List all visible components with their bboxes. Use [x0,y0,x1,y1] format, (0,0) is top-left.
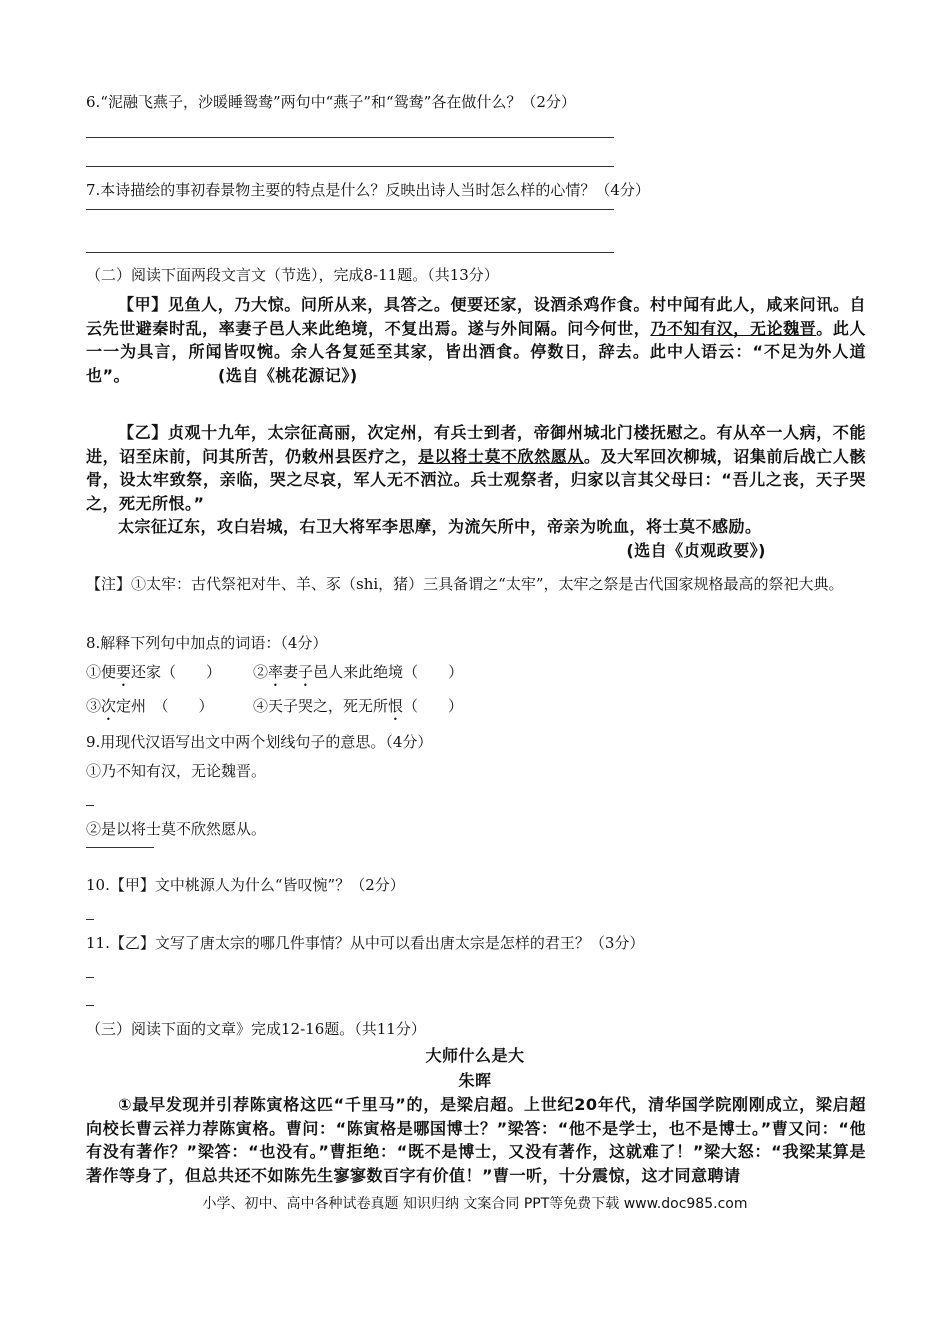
article-title: 大师什么是大 [425,1046,525,1065]
answer-line [86,209,614,210]
answer-line [86,137,614,138]
article-body [86,1093,866,1187]
item-text: ①便 [86,663,117,681]
dotted-word: 恨 [388,697,404,715]
question-8-item-1 [86,661,221,690]
passage-jia-source: (选自《桃花源记》) [218,365,358,385]
question-9: 9.用现代汉语写出文中两个划线句子的意思。（4分） [86,733,433,751]
passage-jia-text: 【甲】见鱼人，乃大惊。问所从来，具答之。便要还家，设酒杀鸡作食。村中闻有此人，咸来问讯。自云先世避秦时乱，率妻子邑人来此绝境，不复出焉。遂与外间隔。问今何世， [86,295,866,338]
underlined-sentence-1: 乃不知有汉，无论魏晋 [650,318,817,338]
item-text: 妻 [283,663,299,681]
answer-line [86,252,614,253]
dotted-word: 子 [298,663,314,681]
question-8-item-2 [253,661,463,690]
underlined-sentence-2: 是以将士莫不欣然愿从 [417,446,584,466]
question-8-item-4 [253,695,463,724]
article-author: 朱晖 [458,1071,492,1090]
passage-yi-paragraph-2: 太宗征辽东，攻白岩城，右卫大将军李思摩，为流矢所中，帝亲为吮血，将士莫不感励。 [118,517,762,536]
answer-line [86,1005,94,1006]
note [86,571,866,598]
answer-line [86,977,94,978]
passage-yi-text: 【乙】贞观十九年，太宗征高丽，次定州，有兵士到者，帝御州城北门楼抚慰之。有从卒一人病，不能进，诏至床前，问其所苦，仍敕州县医疗之， [86,423,866,466]
answer-line [86,166,614,167]
item-text: ④天子哭之，死无所 [253,697,389,715]
passage-jia [86,293,866,387]
question-9-sentence-1: ①乃不知有汉，无论魏晋。 [86,762,267,780]
note-text: 【注】①太牢：古代祭祀对牛、羊、豕（shi，猪）三具备谓之“太牢”，太牢之祭是古代国家规格最高的祭祀大典。 [86,575,844,593]
item-text: 邑人来此绝境（ ） [313,663,464,681]
question-9-sentence-2: ②是以将士莫不欣然愿从。 [86,820,267,838]
article-paragraph-1: ①最早发现并引荐陈寅格这匹“千里马”的，是梁启超。上世纪20年代，清华国学院刚刚成立，梁启超向校长曹云祥力荐陈寅格。曹问：“陈寅格是哪国博士？”梁答：“他不是学士，也不是博士。”曹又问：“他有没有著作？”梁答：“也没有。”曹拒绝：“既不是博士，又没有著作，这就难了！”梁大怒：“我梁某算是著作等身了，但总共还不如陈先生寥寥数百字有价值！”曹一听，十分震惊，这才同意聘请 [86,1095,866,1185]
answer-line [86,919,94,920]
item-text: ③ [86,697,102,715]
section-3-title: （三）阅读下面的文章》完成12-16题。（共11分） [86,1020,426,1038]
dotted-word: 要 [116,663,132,681]
dotted-word: 率 [268,663,284,681]
question-7: 7.本诗描绘的事初春景物主要的特点是什么？反映出诗人当时怎么样的心情？（4分） [86,181,650,199]
question-11: 11.【乙】文写了唐太宗的哪几件事情？从中可以看出唐太宗是怎样的君王？（3分） [86,934,645,952]
item-text: 定州 （ ） [116,697,214,715]
answer-line [86,847,154,848]
passage-yi-source: (选自《贞观政要》) [626,540,766,560]
section-2-title: （二）阅读下面两段文言文（节选），完成8-11题。（共13分） [86,266,499,284]
question-8-item-3 [86,695,214,724]
page-footer: 小学、初中、高中各种试卷真题 知识归纳 文案合同 PPT等免费下载 www.doc985.com [202,1196,748,1212]
question-10: 10.【甲】文中桃源人为什么“皆叹惋”？（2分） [86,876,405,894]
item-text: （ ） [403,697,464,715]
passage-yi-text-end: 。及大军回次柳城，诏集前后战亡人骸骨，设太牢致祭，亲临，哭之尽哀，军人无不洒泣。兵士观祭者，归家以言其父母曰：“吾儿之丧，天子哭之，死无所恨。” [86,446,866,513]
passage-jia-text-end: 。此人一一为具言，所闻皆叹惋。余人各复延至其家，皆出酒食。停数日，辞去。此中人语云：“不足为外人道也”。 [86,318,866,385]
item-text: 还家（ ） [131,663,222,681]
answer-line [86,805,94,806]
passage-yi [86,421,866,562]
item-text: ② [253,663,269,681]
dotted-word: 次 [101,697,117,715]
question-8: 8.解释下列句中加点的词语：（4分） [86,634,328,652]
question-6: 6.“泥融飞燕子，沙暖睡鸳鸯”两句中“燕子”和“鸳鸯”各在做什么？（2分） [86,93,576,111]
